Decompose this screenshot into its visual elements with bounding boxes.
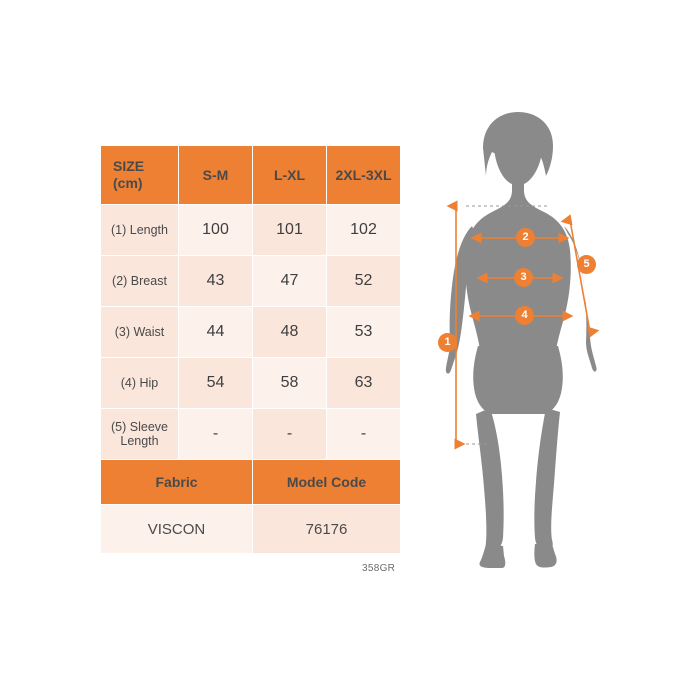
badge-5-sleeve: 5: [577, 255, 596, 274]
footer-fabric-value: VISCON: [101, 505, 253, 554]
header-col-3: 2XL-3XL: [327, 146, 401, 205]
cell-sleeve-2xl3xl: -: [327, 409, 401, 460]
measure-line-sleeve: [570, 220, 590, 332]
cell-sleeve-sm: -: [179, 409, 253, 460]
product-code-note: 358GR: [362, 563, 396, 574]
size-table: [100, 145, 401, 554]
footer-fabric-label: Fabric: [101, 460, 253, 505]
table-footer-value-row: [101, 505, 401, 554]
cell-waist-lxl: 48: [253, 307, 327, 358]
table-row: [101, 409, 401, 460]
header-col-1: S-M: [179, 146, 253, 205]
badge-2-breast: 2: [516, 228, 535, 247]
cell-waist-sm: 44: [179, 307, 253, 358]
table-row: [101, 205, 401, 256]
row-label-hip: (4) Hip: [101, 358, 179, 409]
header-size-line1: SIZE: [113, 158, 145, 174]
cell-waist-2xl3xl: 53: [327, 307, 401, 358]
table-header-row: [101, 146, 401, 205]
footer-model-code-label: Model Code: [253, 460, 401, 505]
cell-sleeve-lxl: -: [253, 409, 327, 460]
cell-length-lxl: 101: [253, 205, 327, 256]
header-size-cell: [101, 146, 179, 205]
row-label-breast: (2) Breast: [101, 256, 179, 307]
table-row: [101, 307, 401, 358]
cell-length-2xl3xl: 102: [327, 205, 401, 256]
measurement-figure: [420, 110, 680, 570]
footer-model-code-value: 76176: [253, 505, 401, 554]
badge-1-length: 1: [438, 333, 457, 352]
cell-breast-sm: 43: [179, 256, 253, 307]
row-label-sleeve-length: (5) Sleeve Length: [101, 409, 179, 460]
row-label-length: (1) Length: [101, 205, 179, 256]
badge-4-hip: 4: [515, 306, 534, 325]
cell-length-sm: 100: [179, 205, 253, 256]
cell-breast-2xl3xl: 52: [327, 256, 401, 307]
header-size-line2: (cm): [113, 175, 143, 191]
badge-3-waist: 3: [514, 268, 533, 287]
cell-breast-lxl: 47: [253, 256, 327, 307]
female-body-silhouette-icon: [420, 110, 680, 570]
cell-hip-lxl: 58: [253, 358, 327, 409]
table-footer-header-row: [101, 460, 401, 505]
size-table-container: [100, 145, 400, 554]
cell-hip-2xl3xl: 63: [327, 358, 401, 409]
row-label-waist: (3) Waist: [101, 307, 179, 358]
header-col-2: L-XL: [253, 146, 327, 205]
table-row: [101, 358, 401, 409]
table-row: [101, 256, 401, 307]
cell-hip-sm: 54: [179, 358, 253, 409]
